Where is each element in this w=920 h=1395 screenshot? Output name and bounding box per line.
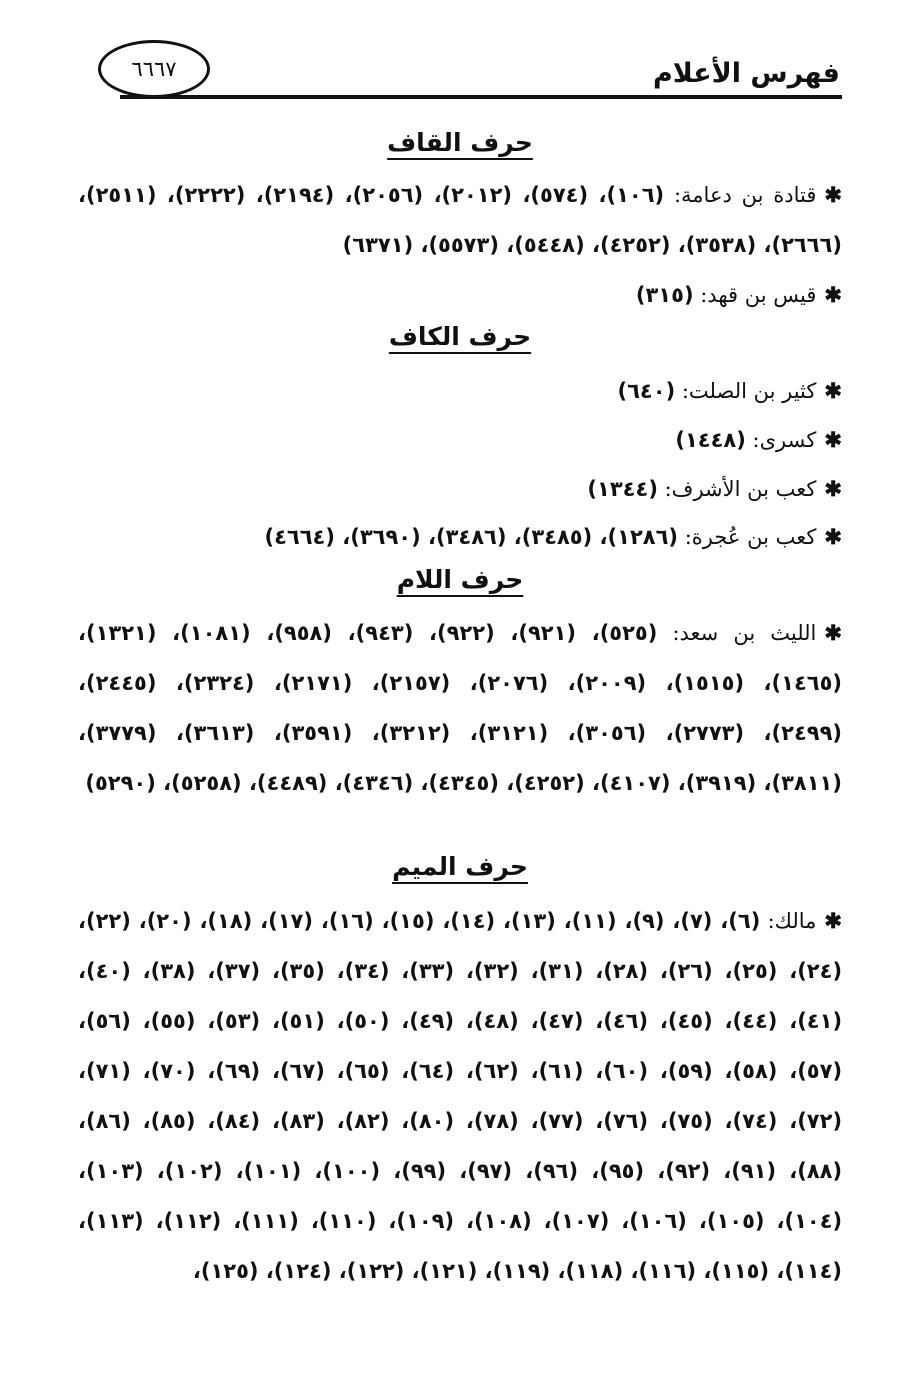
section-heading-kaf: حرف الكاف — [388, 322, 532, 351]
index-entry — [78, 512, 842, 562]
entry-refs: (١٢٨٦)، (٣٤٨٥)، (٣٤٨٦)، (٣٦٩٠)، (٤٦٦٤) — [264, 525, 679, 549]
index-entry — [78, 896, 842, 1296]
entry-bullet-icon: ✱ — [824, 620, 843, 645]
entry-bullet-icon: ✱ — [824, 182, 842, 207]
entry-refs: (١٠٦)، (٥٧٤)، (٢٠١٢)، (٢٠٥٦)، (٢١٩٤)، (٢٢٢٢)، (٢٥١١)، (٢٦٦٦)، (٣٥٣٨)، (٤٢٥٢)، (٥٤٤٨)، (٥٥٧٣)، (٦٣٧١) — [78, 183, 842, 257]
entry-name: قيس بن قهد: — [700, 283, 817, 307]
entry-name: قتادة بن دعامة: — [673, 183, 817, 207]
page-number: ٦٦٦٧ — [98, 40, 210, 98]
index-entry — [78, 464, 842, 514]
index-entry — [78, 270, 842, 320]
entry-refs: (٦)، (٧)، (٩)، (١١)، (١٣)، (١٤)، (١٥)، (١٦)، (١٧)، (١٨)، (٢٠)، (٢٢)، (٢٤)، (٢٥)، (٢٦)، (٢٨)، (٣١)، (٣٢)، (٣٣)، (٣٤)، (٣٥)، (٣٧)، (٣٨)، (٤٠)، (٤١)، (٤٤)، (٤٥)، (٤٦)، (٤٧)، (٤٨)، (٤٩)، (٥٠)، (٥١)، (٥٣)، (٥٥)، (٥٦)، (٥٧)، (٥٨)، (٥٩)، (٦٠)، (٦١)، (٦٢)، (٦٤)، (٦٥)، (٦٧)، (٦٩)، (٧٠)، (٧١)، (٧٢)، (٧٤)، (٧٥)، (٧٦)، (٧٧)، (٧٨)، (٨٠)، (٨٢)، (٨٣)، (٨٤)، (٨٥)، (٨٦)، (٨٨)، (٩١)، (٩٢)، (٩٥)، (٩٦)، (٩٧)، (٩٩)، (١٠٠)، (١٠١)، (١٠٢)، (١٠٣)، (١٠٤)، (١٠٥)، (١٠٦)، (١٠٧)، (١٠٨)، (١٠٩)، (١١٠)، (١١١)، (١١٢)، (١١٣)، (١١٤)، (١١٥)، (١١٦)، (١١٨)، (١١٩)، (١٢١)، (١٢٢)، (١٢٤)، (١٢٥)، — [78, 909, 843, 1283]
index-entry — [78, 170, 842, 270]
entry-bullet-icon: ✱ — [824, 524, 842, 549]
section-heading-mim: حرف الميم — [392, 852, 528, 881]
index-entry — [78, 366, 842, 416]
section-heading-lam: حرف اللام — [396, 565, 524, 594]
entry-refs: (١٤٤٨) — [675, 428, 746, 452]
entry-name: كثير بن الصلت: — [681, 379, 817, 403]
header-rule — [120, 95, 842, 99]
entry-name: الليث بن سعد: — [672, 621, 817, 645]
entry-name: مالك: — [767, 909, 817, 933]
entry-refs: (٣١٥) — [635, 283, 694, 307]
section-heading-qaf: حرف القاف — [387, 128, 533, 157]
entry-bullet-icon: ✱ — [824, 378, 842, 403]
entry-refs: (١٣٤٤) — [587, 477, 658, 501]
entry-refs: (٦٤٠) — [617, 379, 676, 403]
entry-name: كسرى: — [752, 428, 817, 452]
entry-name: كعب بن الأشرف: — [664, 477, 817, 501]
entry-bullet-icon: ✱ — [824, 427, 842, 452]
entry-name: كعب بن عُجرة: — [684, 525, 817, 549]
entry-bullet-icon: ✱ — [824, 282, 842, 307]
running-title: فهرس الأعلام — [652, 58, 840, 89]
entry-bullet-icon: ✱ — [824, 908, 843, 933]
index-entry — [78, 608, 842, 808]
entry-bullet-icon: ✱ — [824, 476, 842, 501]
entry-refs: (٥٢٥)، (٩٢١)، (٩٢٢)، (٩٤٣)، (٩٥٨)، (١٠٨١)، (١٣٢١)، (١٤٦٥)، (١٥١٥)، (٢٠٠٩)، (٢٠٧٦)، (٢١٥٧)، (٢١٧١)، (٢٣٢٤)، (٢٤٤٥)، (٢٤٩٩)، (٢٧٧٣)، (٣٠٥٦)، (٣١٢١)، (٣٢١٢)، (٣٥٩١)، (٣٦١٣)، (٣٧٧٩)، (٣٨١١)، (٣٩١٩)، (٤١٠٧)، (٤٢٥٢)، (٤٣٤٥)، (٤٣٤٦)، (٤٤٨٩)، (٥٢٥٨)، (٥٢٩٠) — [78, 621, 843, 795]
index-entry — [78, 415, 842, 465]
